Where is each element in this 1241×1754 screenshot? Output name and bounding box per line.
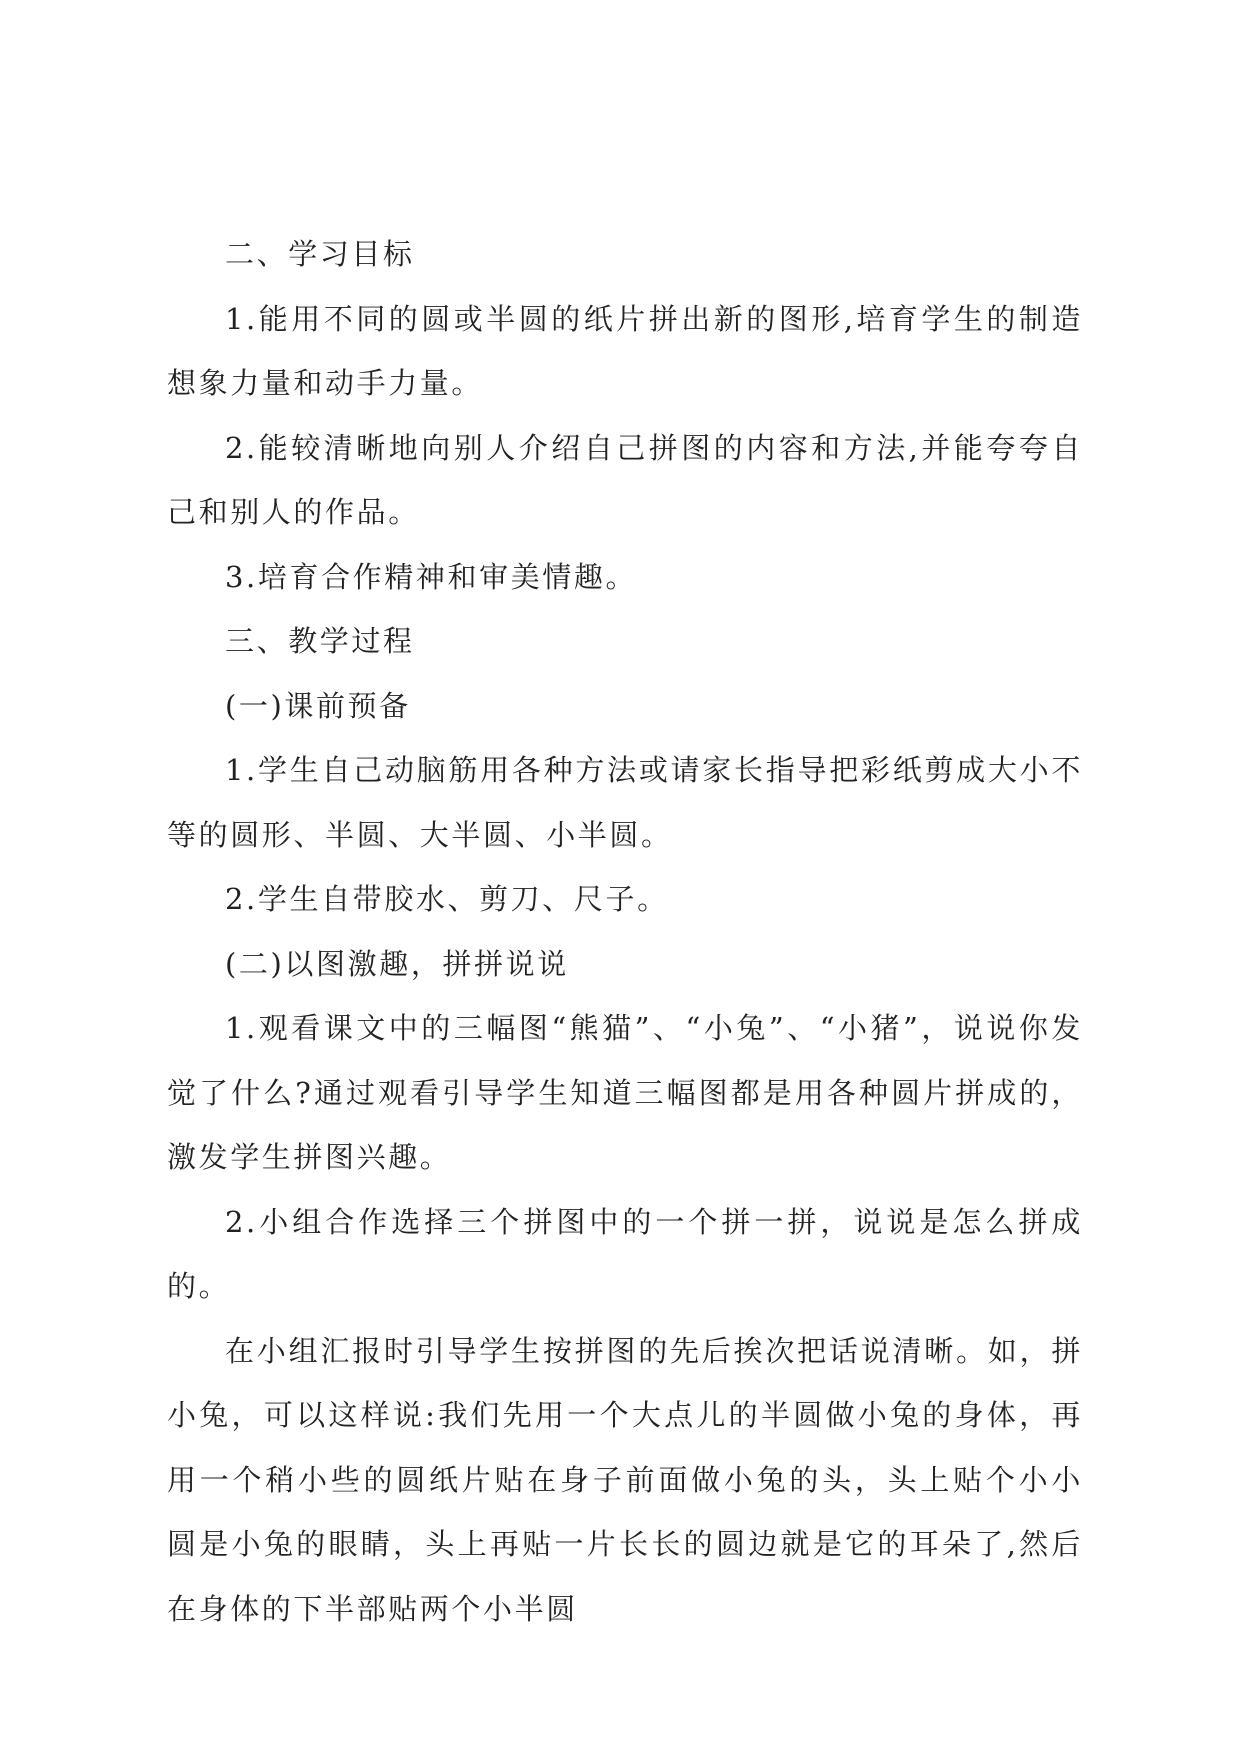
subsection-heading-puzzle: (二)以图激趣，拼拼说说: [225, 946, 569, 981]
puzzle-report-paragraph: 在小组汇报时引导学生按拼图的先后挨次把话说清晰。如，拼小兔，可以这样说:我们先用一个大点儿的半圆做小兔的身体，再用一个稍小些的圆纸片贴在身子前面做小兔的头，头上贴个小小圆是小兔的眼睛，头上再贴一片长长的圆边就是它的耳朵了,然后在身体的下半部贴两个小半圆: [167, 1333, 1083, 1626]
goal-item-2: 2.能较清晰地向别人介绍自己拼图的内容和方法,并能夸夸自己和别人的作品。: [167, 430, 1083, 529]
section-heading-learning-goals: 二、学习目标: [225, 237, 415, 271]
preparation-item-2: 2.学生自带胶水、剪刀、尺子。: [225, 882, 669, 916]
document-body: [167, 222, 1083, 1641]
goal-item-3: 3.培育合作精神和审美情趣。: [225, 559, 638, 594]
preparation-item-1: 1.学生自己动脑筋用各种方法或请家长指导把彩纸剪成大小不等的圆形、半圆、大半圆、小半圆。: [167, 753, 1083, 852]
subsection-heading-preparation: (一)课前预备: [225, 688, 411, 723]
goal-item-1: 1.能用不同的圆或半圆的纸片拼出新的图形,培育学生的制造想象力量和动手力量。: [167, 301, 1083, 400]
section-heading-teaching-process: 三、教学过程: [225, 624, 415, 658]
puzzle-item-2: 2.小组合作选择三个拼图中的一个拼一拼，说说是怎么拼成的。: [167, 1204, 1083, 1303]
puzzle-item-1: 1.观看课文中的三幅图“熊猫”、“小兔”、“小猪”，说说你发觉了什么?通过观看引导学生知道三幅图都是用各种圆片拼成的，激发学生拼图兴趣。: [167, 1011, 1083, 1174]
